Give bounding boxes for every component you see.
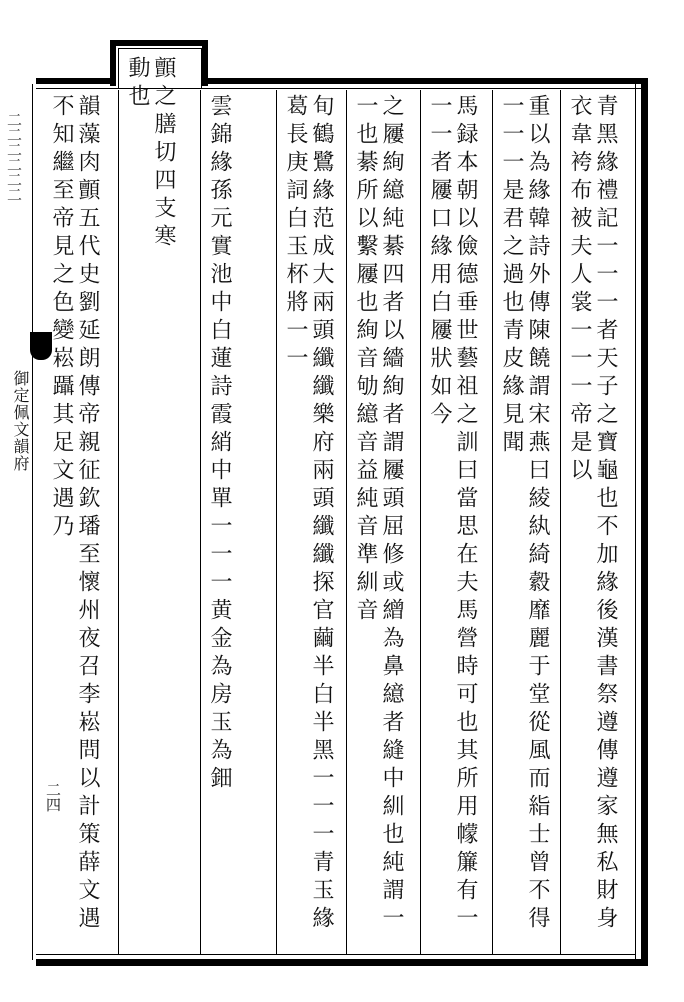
text-column-5: 旬鶴鷺緣范成大兩頭纖纖樂府兩頭纖纖探官繭半白半黑一一一青玉緣葛長庚詞白玉杯將一一 xyxy=(283,94,334,934)
text-column-8: 韻藻肉顫五代史劉延朗傳帝親征欽璠至懷州夜召李崧問以計策薛文遇不知繼至帝見之色變崧躡其足文遇乃 xyxy=(49,94,100,934)
column-rule xyxy=(560,90,561,954)
text-column-1: 青黑緣禮記一一一者天子之寶龜也不加緣後漢書祭遵傳遵家無私財身衣韋袴布被夫人裳一一一帝是以 xyxy=(567,94,618,934)
frame-right-inner-border xyxy=(635,84,636,960)
column-rule xyxy=(118,90,119,954)
column-rule xyxy=(346,90,347,954)
column-rule xyxy=(420,90,421,954)
margin-book-title: 御定佩文韻府 xyxy=(11,370,30,472)
frame-right-border xyxy=(641,78,648,966)
text-column-4: 之屨絢繶純綦四者以繬絢者謂屨頭屈修或繒為鼻繶者縫中紃也純謂一一也綦所以繫屨也絢音劬繶音益純音準紃音 xyxy=(353,94,404,934)
margin-ticks: 二二二二二二 xyxy=(5,112,23,202)
frame-bottom-inner-border xyxy=(36,954,636,955)
margin-rule xyxy=(32,84,33,960)
text-column-6: 雲錦緣孫元實池中白蓮詩霞綃中單一一一黄金為房玉為鈿 xyxy=(207,94,232,794)
margin-folio-number: 二四 xyxy=(44,782,62,812)
column-rule xyxy=(276,90,277,954)
frame-bottom-border xyxy=(36,959,648,966)
column-rule xyxy=(200,90,201,954)
text-column-7-entry-head: 顫之膳切四支寒動也 xyxy=(125,56,176,252)
column-rule xyxy=(492,90,493,954)
text-column-2: 重以為緣韓詩外傳陳饒謂宋燕曰綾紈綺縠靡麗于堂從風而𥿻士曾不得一一一是君之過也青皮緣見聞 xyxy=(499,94,550,934)
text-column-3: 馬録本朝以儉德垂世藝祖之訓曰當思在夫馬營時可也其所用幪簾有一一一者屨口緣用白屨狀如今 xyxy=(427,94,478,934)
